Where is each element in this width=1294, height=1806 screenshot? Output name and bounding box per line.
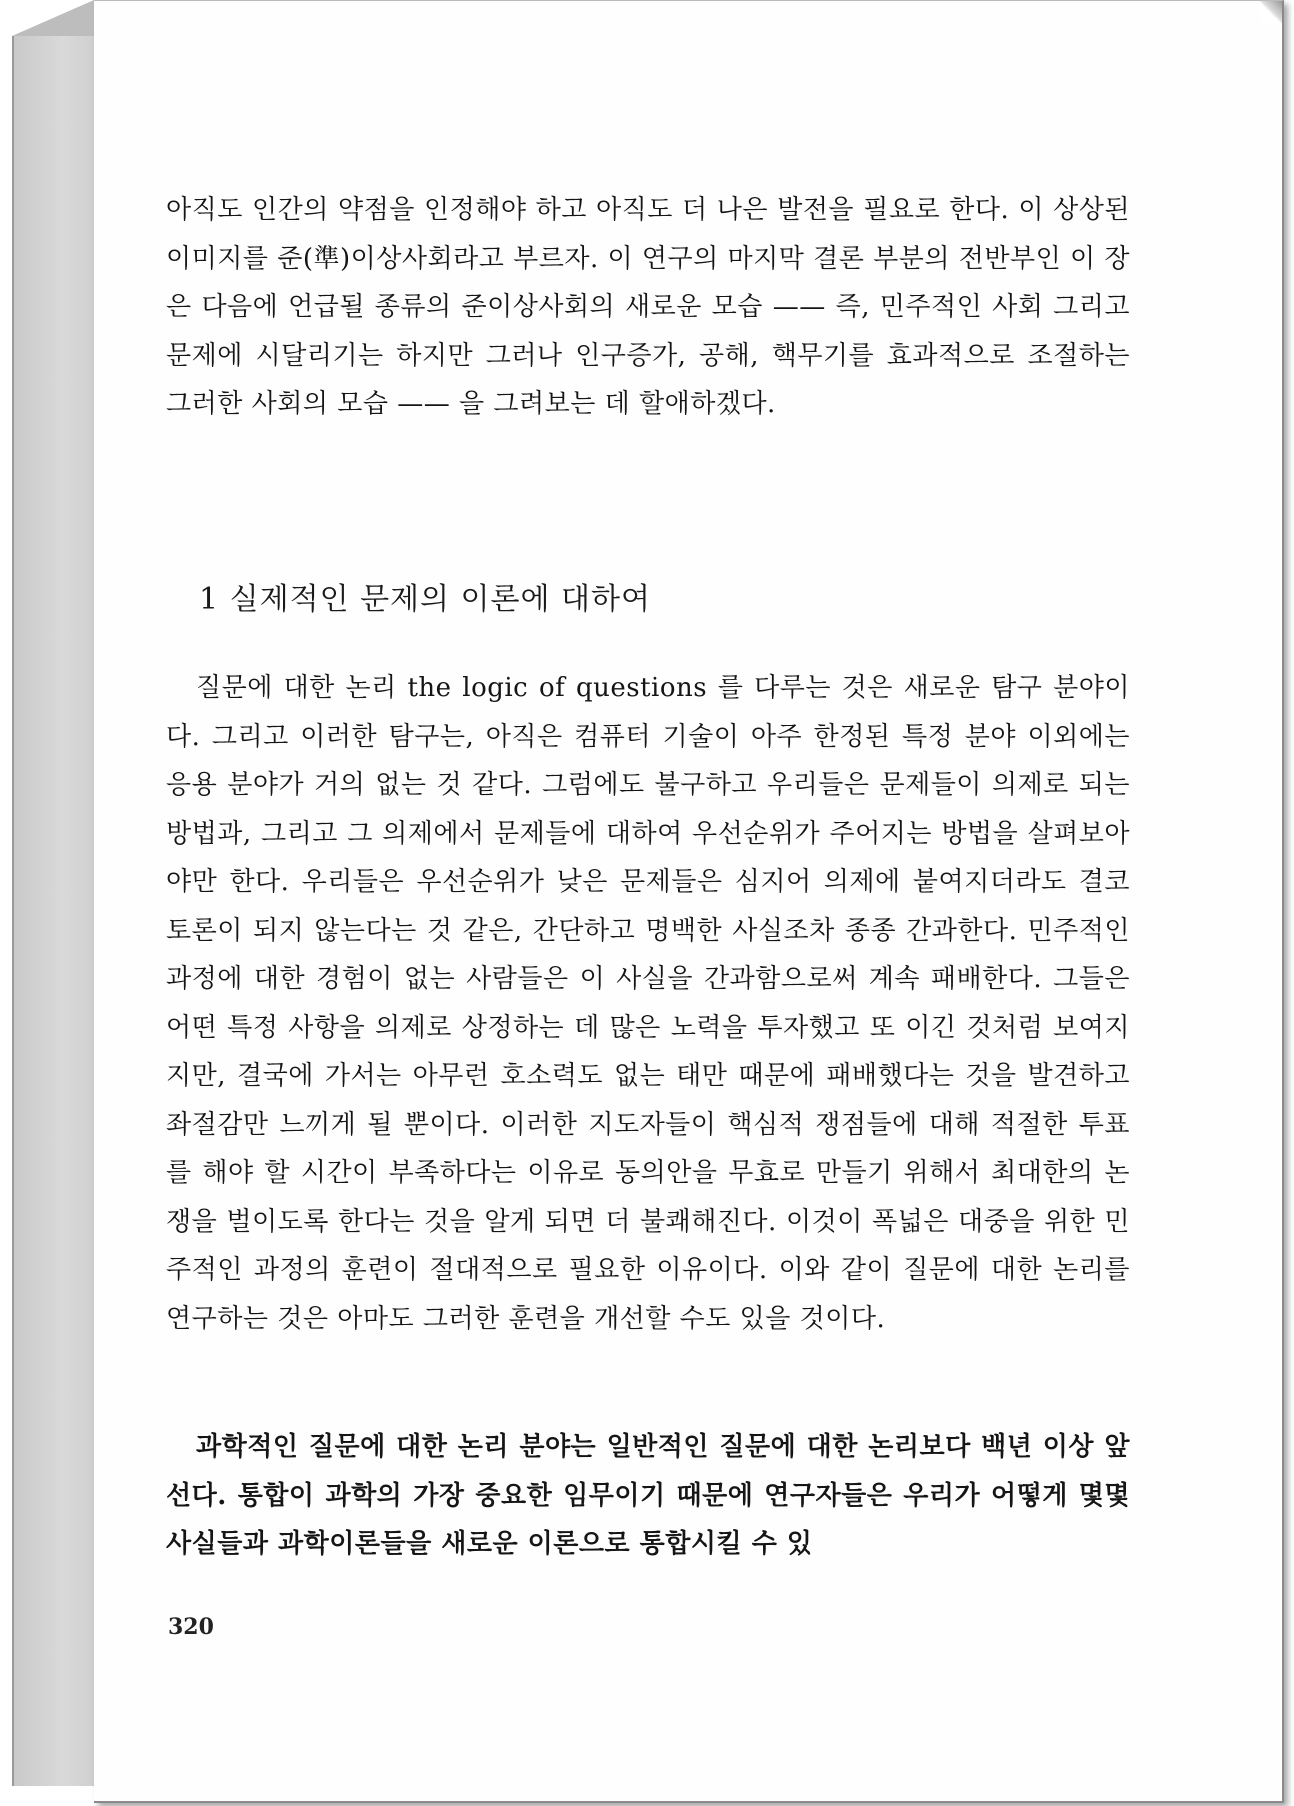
- book-spine: [12, 36, 96, 1786]
- paragraph-1-text: 아직도 인간의 약점을 인정해야 하고 아직도 더 나은 발전을 필요로 한다. 이 상상된 이미지를 준(準)이상사회라고 부르자. 이 연구의 마지막 결론 부분의 전반부인 이 장은 다음에 언급될 종류의 준이상사회의 새로운 모습 —— 즉, 민주적인 사회 그리고 문제에 시달리기는 하지만 그러나 인구증가, 공해, 핵무기를 효과적으로 조절하는 그러한 사회의 모습 —— 을 그려보는 데 할애하겠다.: [166, 195, 1130, 419]
- section-heading: 1 실제적인 문제의 이론에 대하여: [199, 582, 651, 617]
- paragraph-3-text: 과학적인 질문에 대한 논리 분야는 일반적인 질문에 대한 논리보다 백년 이상 앞선다. 통합이 과학의 가장 중요한 임무이기 때문에 연구자들은 우리가 어떻게 몇몇 사실들과 과학이론들을 새로운 이론으로 통합시킬 수 있: [166, 1432, 1130, 1559]
- book-spine-top: [12, 0, 94, 36]
- paragraph-3: [166, 1423, 1130, 1569]
- page-corner-fold: [1260, 1, 1282, 23]
- paragraph-1: [166, 186, 1130, 429]
- paragraph-2-text: 질문에 대한 논리 the logic of questions 를 다루는 것은 새로운 탐구 분야이다. 그리고 이러한 탐구는, 아직은 컴퓨터 기술이 아주 한정된 특정 분야 이외에는 응용 분야가 거의 없는 것 같다. 그럼에도 불구하고 우리들은 문제들이 의제로 되는 방법과, 그리고 그 의제에서 문제들에 대하여 우선순위가 주어지는 방법을 살펴보아야만 한다. 우리들은 우선순위가 낮은 문제들은 심지어 의제에 붙여지더라도 결코 토론이 되지 않는다는 것 같은, 간단하고 명백한 사실조차 종종 간과한다. 민주적인 과정에 대한 경험이 없는 사람들은 이 사실을 간과함으로써 계속 패배한다. 그들은 어떤 특정 사항을 의제로 상정하는 데 많은 노력을 투자했고 또 이긴 것처럼 보여지지만, 결국에 가서는 아무런 호소력도 없는 태만 때문에 패배했다는 것을 발견하고 좌절감만 느끼게 될 뿐이다. 이러한 지도자들이 핵심적 쟁점들에 대해 적절한 투표를 해야 할 시간이 부족하다는 이유로 동의안을 무효로 만들기 위해서 최대한의 논쟁을 벌이도록 한다는 것을 알게 되면 더 불쾌해진다. 이것이 폭넓은 대중을 위한 민주적인 과정의 훈련이 절대적으로 필요한 이유이다. 이와 같이 질문에 대한 논리를 연구하는 것은 아마도 그러한 훈련을 개선할 수도 있을 것이다.: [166, 673, 1130, 1334]
- page-number: 320: [168, 1614, 214, 1640]
- paragraph-2: [166, 664, 1130, 1343]
